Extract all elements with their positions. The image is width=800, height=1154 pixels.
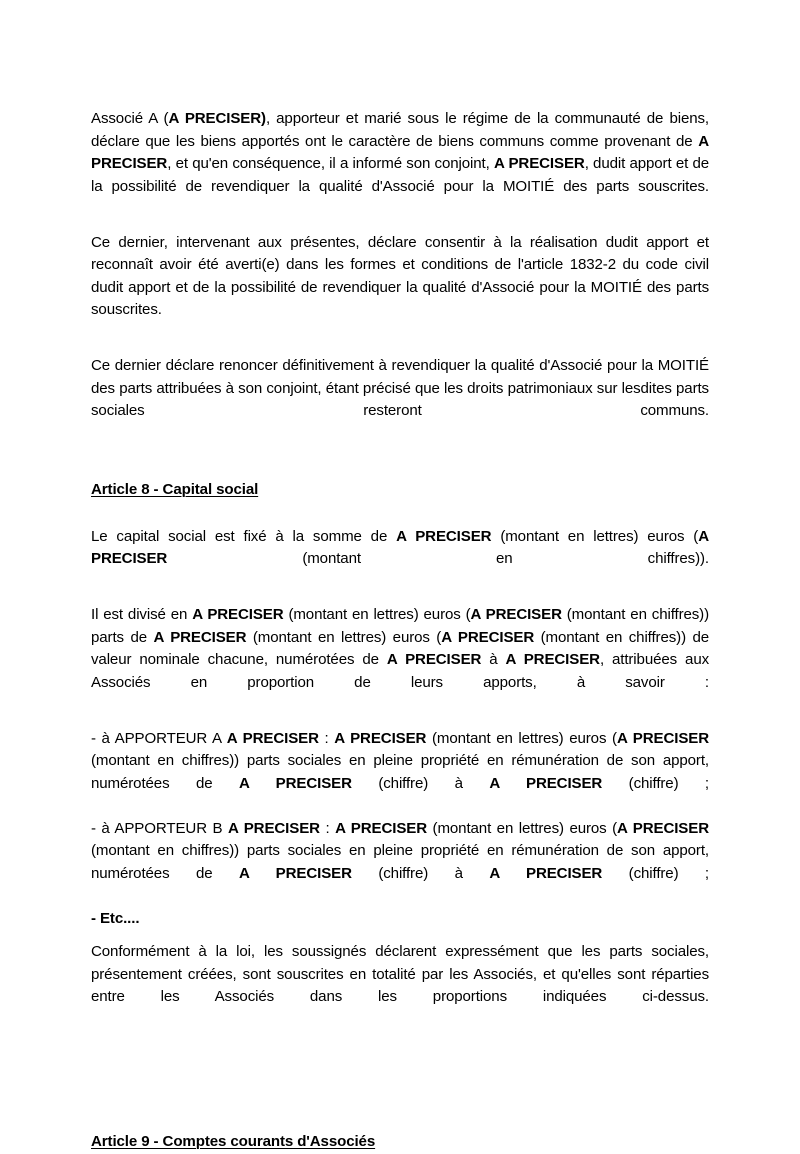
list-apporteurs <box>91 728 709 931</box>
spacer <box>91 1042 709 1131</box>
paragraph-il-est-divise: Il est divisé en A PRECISER (montant en lettres) euros (A PRECISER (montant en chiffres)) parts de A PRECISER (montant en lettres) euros (A PRECISER (montant en chiffres)) de valeur nominale chacune, numérotées de A PRECISER à A PRECISER, attribuées aux Associés en proportion de leurs apports, à savoir : <box>91 606 710 691</box>
paragraph-ce-dernier-renoncer: Ce dernier déclare renoncer définitivement à revendiquer la qualité d'Associé pour la MOITIÉ des parts attribuées à son conjoint, étant précisé que les droits patrimoniaux sur lesdites parts sociales resteront communs. <box>91 357 709 419</box>
paragraph-ce-dernier-consentir: Ce dernier, intervenant aux présentes, déclare consentir à la réalisation dudit apport et reconnaît avoir été averti(e) dans les formes et conditions de l'article 1832-2 du code civil dudit apport et de la possibilité de revendiquer la qualité d'Associé pour la MOITIÉ des parts souscrites. <box>91 233 709 318</box>
spacer <box>91 502 709 526</box>
document-body <box>91 108 709 1154</box>
heading-article-9: Article 9 - Comptes courants d'Associés <box>91 1133 376 1150</box>
paragraph-associe-a: Associé A (A PRECISER), apporteur et marié sous le régime de la communauté de biens, déclare que les biens apportés ont le caractère de biens communs comme provenant de A PRECISER, et qu'en conséquence, il a informé son conjoint, A PRECISER, dudit apport et de la possibilité de revendiquer la qualité d'Associé pour la MOITIÉ des parts souscrites. <box>91 110 710 195</box>
paragraph-conformement: Conformément à la loi, les soussignés déclarent expressément que les parts sociales, présentement créées, sont souscrites en totalité par les Associés, et qu'elles sont réparties entre les Associés dans les proportions indiquées ci-dessus. <box>91 943 709 1005</box>
list-item: - Etc.... <box>91 909 140 927</box>
spacer <box>91 456 709 479</box>
paragraph-capital-social: Le capital social est fixé à la somme de A PRECISER (montant en lettres) euros (A PRECISER (montant en chiffres)). <box>91 527 709 567</box>
heading-article-8: Article 8 - Capital social <box>91 481 259 498</box>
list-item: - à APPORTEUR A A PRECISER : A PRECISER (montant en lettres) euros (A PRECISER (montant en chiffres)) parts sociales en pleine propriété en rémunération de son apport, numérotées de A PRECISER (chiffre) à A PRECISER (chiffre) ; <box>91 729 710 792</box>
list-item: - à APPORTEUR B A PRECISER : A PRECISER (montant en lettres) euros (A PRECISER (montant en chiffres)) parts sociales en pleine propriété en rémunération de son apport, numérotées de A PRECISER (chiffre) à A PRECISER (chiffre) ; <box>91 819 710 882</box>
